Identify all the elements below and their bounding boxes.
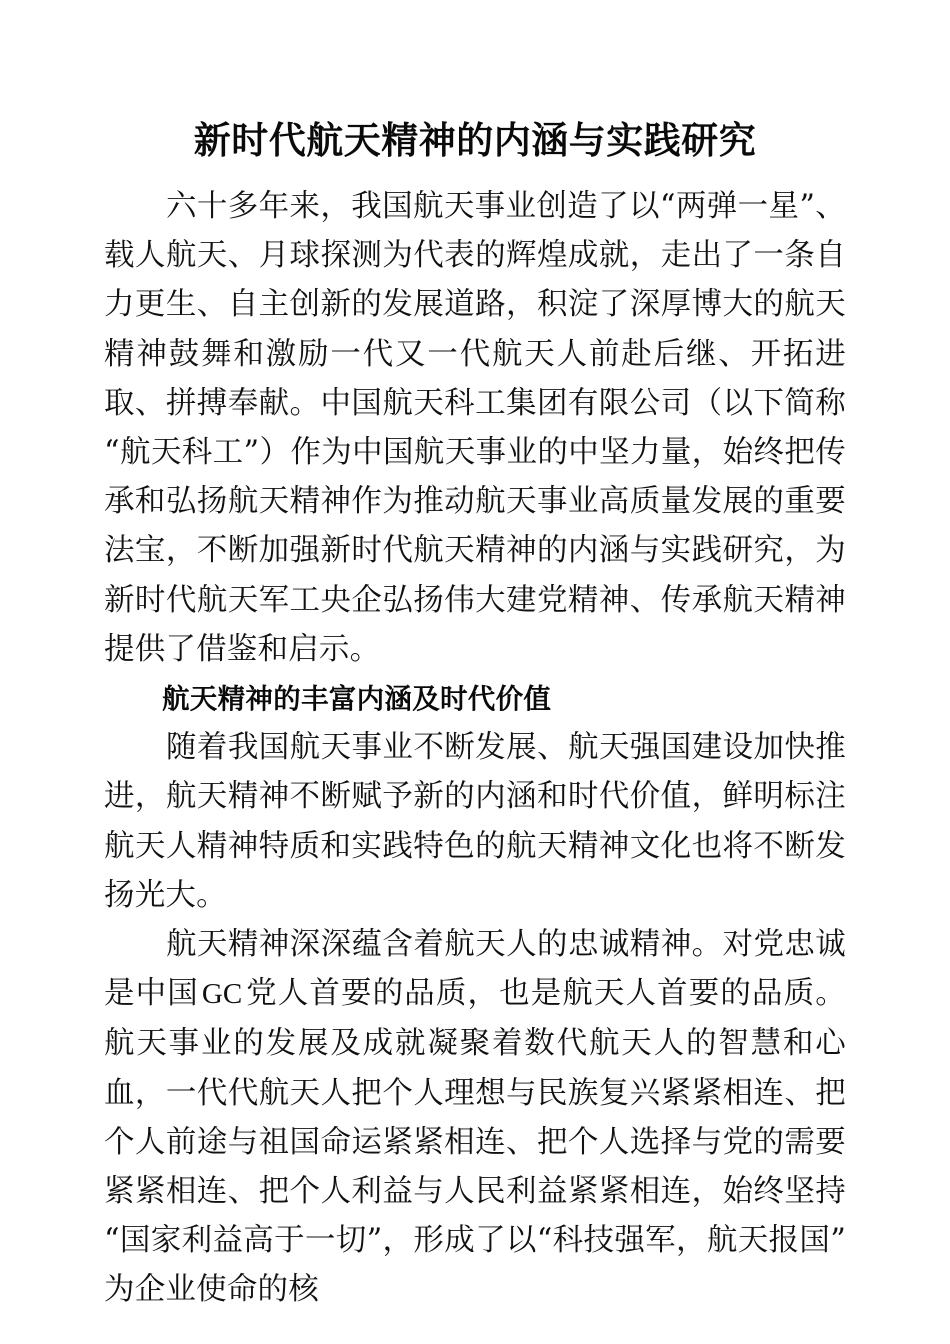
paragraph-loyalty-part-a: 航天精神深深蕴含着航天人的忠诚精神。对党忠诚是中国	[104, 927, 846, 1012]
paragraph-intro: 六十多年来，我国航天事业创造了以“两弹一星”、载人航天、月球探测为代表的辉煌成就，走出了一条自力更生、自主创新的发展道路，积淀了深厚博大的航天精神鼓舞和激励一代又一代航天人前赴后继、开拓进取、拼搏奉献。中国航天科工集团有限公司（以下简称“航天科工”）作为中国航天事业的中坚力量，始终把传承和弘扬航天精神作为推动航天事业高质量发展的重要法宝，不断加强新时代航天精神的内涵与实践研究，为新时代航天军工央企弘扬伟大建党精神、传承航天精神提供了借鉴和启示。	[104, 189, 846, 667]
paragraph-loyalty	[104, 920, 846, 1315]
page-title: 新时代航天精神的内涵与实践研究	[193, 121, 757, 162]
paragraph-loyalty-latin-run: GC	[201, 978, 243, 1011]
paragraph-loyalty-part-b: 党人首要的品质，也是航天人首要的品质。航天事业的发展及成就凝聚着数代航天人的智慧和心血，一代代航天人把个人理想与民族复兴紧紧相连、把个人前途与祖国命运紧紧相连、把个人选择与党的需要紧紧相连、把个人利益与人民利益紧紧相连，始终坚持“国家利益高于一切”，形成了以“科技强军，航天报国”为企业使命的核	[104, 976, 846, 1308]
document-body	[104, 182, 846, 1315]
section-heading-1: 航天精神的丰富内涵及时代价值	[162, 683, 552, 715]
paragraph-development: 随着我国航天事业不断发展、航天强国建设加快推进，航天精神不断赋予新的内涵和时代价值，鲜明标注航天人精神特质和实践特色的航天精神文化也将不断发扬光大。	[104, 730, 846, 913]
